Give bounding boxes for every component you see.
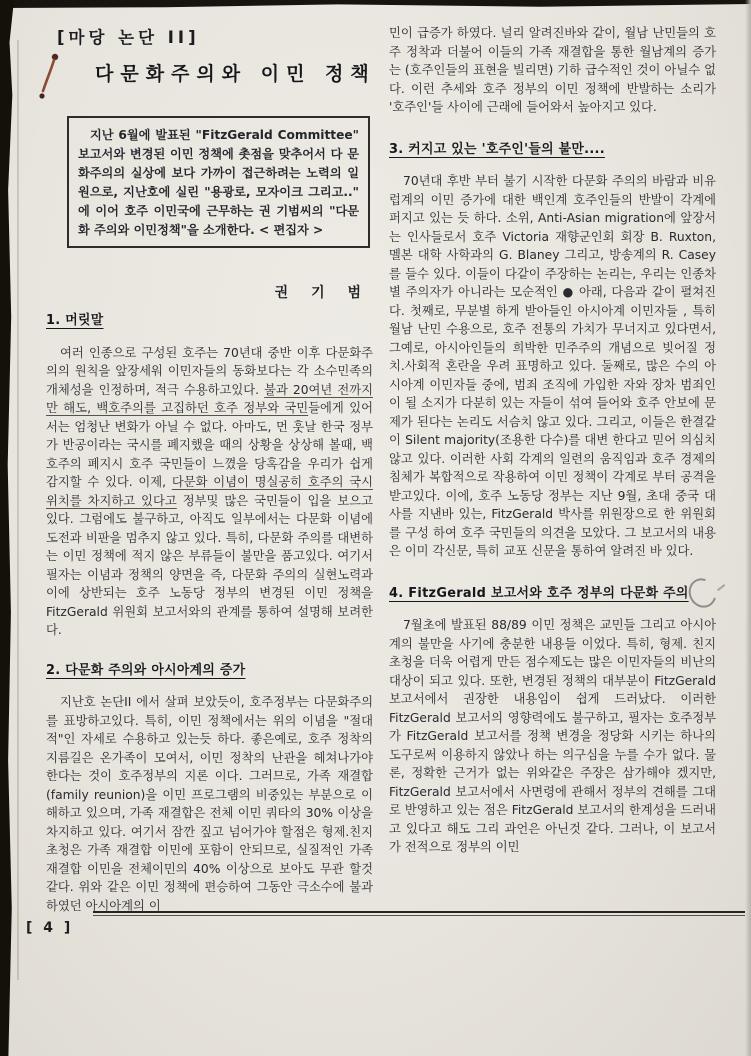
section-1-run-2: 들에게 있어서는 엄청난 변화가 아닐 수 없다. 아마도, 먼 훗날 한국 정부가 반공이라는 국시를 폐지했을 때의 상황을 상상해 볼때, 백호주의 폐지시 호주 국민들이 느꼈을 당혹감을 우리가 쉽게 감지할 수 있다. 이제, (46, 401, 373, 489)
section-4-body: 7월초에 발표된 88/89 이민 정책은 교민들 그리고 아시아계의 불만을 사기에 충분한 내용들 이었다. 특히, 형제. 친지 초청을 더욱 어렵게 만든 점수제도는 많은 이민자들의 비난의 대상이 되고 있다. 또한, 변경된 정책의 대부분이 FitzGerald 보고서에서 권장한 내용임이 쉽게 드러났다. 이러한 FitzGerald 보고서의 영향력에도 불구하고, 필자는 호주정부가 FitzGerald 보고서를 정책 변경을 정당화 시키는 하나의 도구로써 이용하지 않았나 하는 의구심을 누를 수가 없다. 물론, 정확한 근거가 없는 위와같은 주장은 삼가해야 겠지만, FitzGerald 보고서에서 사면령에 관해서 정부의 견해를 그대로 반영하고 있는 점은 FitzGerald 보고서의 한계성을 드러내고 있다고 해도 그리 과언은 아닌것 같다. 그러나, 이 보고서가 전적으로 정부의 이민 (389, 618, 716, 854)
section-2-body: 지난호 논단II 에서 살펴 보았듯이, 호주정부는 다문화주의를 표방하고있다. 특히, 이민 정책에서는 위의 이념을 "절대적"인 자세로 수용하고 있는듯 하다. 좋은예로, 호주 정착의 지름길은 온가족이 모여서, 이민 정착의 난관을 헤쳐나가야 한다는 것이 호주정부의 지론 이다. 그러므로, 가족 재결합(family reunion)을 이민 프로그램의 비중있는 부분으로 이해하고 있으며, 가족 재결합은 전체 이민 쿼타의 30% 이상을 차지하고 있다. 여기서 잠깐 짚고 넘어가야 할점은 형제.친지 초청은 가족 재결합 이민에 포함이 안되므로, 실질적인 가족 재결합 이민을 전체이민의 40% 이상으로 보아도 무관 할것 같다. 위와 같은 이민 정책에 편승하여 그동안 극소수에 불과하였던 아시아계의 이 (46, 695, 373, 913)
left-column (46, 310, 373, 915)
section-1-run-1: 여러 인종으로 구성된 호주는 70년대 중반 이후 다문화주의의 원칙을 앞장세워 이민자들의 동화보다는 각 소수민족의 개체성을 인정하며, 적극 수용하고있다. (46, 345, 373, 397)
underlined-phrase-1: 불과 20여년 전까지만 해도, 백호주의를 고집하던 호주 정부와 국민 (46, 382, 373, 415)
section-1-heading: 1. 머릿말 (46, 313, 104, 328)
author-name: 권 기 범 (274, 285, 370, 301)
section-2-continuation: 민이 급증가 하였다. 널리 알려진바와 같이, 월남 난민들의 호주 정착과 더불어 이들의 가족 재결합을 통한 월남계의 증가는 (호주인들의 표현을 빌리면) 기하 급수적인 것이 아닐수 없다. 이런 추세와 호주 정부의 이민 정책에 반발하는 소리가 '호주인'들 사이에 근래에 들어와서 높아지고 있다. (389, 26, 716, 114)
binding-shadow (17, 40, 19, 980)
underlined-phrase-2: 다문화 이념이 명실공히 호주의 국시 위치를 차지하고 있다고 (46, 475, 373, 508)
series-label: [마당 논단 II] (57, 28, 200, 47)
editor-note-box (67, 116, 370, 248)
footer-rule (93, 911, 745, 916)
article-title: 다문화주의와 이민 정책 (95, 63, 376, 85)
section-3-body: 70년대 후반 부터 불기 시작한 다문화 주의의 바람과 비유럽계의 이민 증가에 대한 백인계 호주인들의 반발이 각계에 퍼지고 있는 듯 하다. 소위, Anti-Asian migration에 앞장서는 인사들로서 호주 Victoria 재향군인회 회장 B. Ruxton, 멜본 대학 사학과의 G. Blaney 그리고, 방송계의 R. Casey 를 들수 있다. 이들이 다같이 주장하는 논리는, 우리는 인종차별 주의자가 아니라는 모순적인 ● 아래, 다음과 같이 펼쳐진다. 첫째로, 무분별 하게 받아들인 아시아계 이민자들 , 특히 월남 난민 수용으로, 호주 전통의 가치가 무너지고 있다면서, 그예로, 아시아인들의 희박한 민주주의 개념으로 빚어질 정치.사회적 혼란을 우려 표명하고 있다. 둘째로, 많은 수의 아시아계 이민자들 중에, 범죄 조직에 가입한 자와 장차 범죄인이 될 소지가 다분히 있는 자들이 섞여 들어와 호주 안보에 문제가 된다는 논리도 서슴치 않고 있다. 그리고, 이들은 한결같이 Silent majority(조용한 다수)를 대변 한다고 믿어 의심치 않고 있다. 이러한 사회 각계의 일련의 움직임과 호주 경제의 침체가 복합적으로 작용하여 이민 정책이 각계로 부터 공격을 받고있다. 이에, 호주 노동당 정부는 지난 9월, 초대 중국 대사를 지낸바 있는, FitzGerald 박사를 위원장으로 한 위원회를 구성 하여 호주 국민들의 의견을 모았다. 그 보고서의 내용은 이미 각신문, 특히 교포 신문을 통하여 알려진 바 있다. (389, 174, 716, 558)
page-number: [ 4 ] (26, 920, 74, 936)
section-4-heading: 4. FitzGerald 보고서와 호주 정부의 다문화 주의 (389, 585, 689, 601)
scan-edge-left (0, 0, 14, 1056)
editor-note: 지난 6월에 발표된 "FitzGerald Committee" 보고서와 변경된 이민 정책에 촛점을 맞추어서 다 문화주의의 실상에 보다 가까이 접근하려는 노력의 일원으로, 지난호에 실린 "용광로, 모자이크 그리고.." 에 이어 호주 이민국에 근무하는 권 기범씨의 "다문화 주의와 이민정책"을 소개한다. < 편집자 > (78, 128, 359, 237)
section-2-heading: 2. 다문화 주의와 아시아계의 증가 (46, 662, 246, 678)
section-1-body (46, 344, 373, 640)
section-3-heading: 3. 커지고 있는 '호주인'들의 불만.... (389, 141, 605, 157)
scan-edge-right (745, 0, 751, 1056)
right-column (389, 24, 716, 881)
pen-mark (30, 46, 62, 108)
section-1-run-3: 정부및 많은 국민들이 입을 보으고 있다. 그럼에도 불구하고, 아직도 일부에서는 다문화 이념에 도전과 비판을 멈추지 않고 있다. 특히, 다문화 주의를 대변하는 이민 정책에 적지 않은 부류들이 불만을 품고있다. 여기서 필자는 이념과 정책의 양면을 즉, 다문화 주의의 실현노력과 이에 상반되는 호주 노동당 정부의 변경된 이민 정책을 FitzGerald 위원회 보고서와의 관계를 통하여 설명해 보려한다. (46, 493, 373, 637)
scan-edge-top (0, 0, 751, 8)
